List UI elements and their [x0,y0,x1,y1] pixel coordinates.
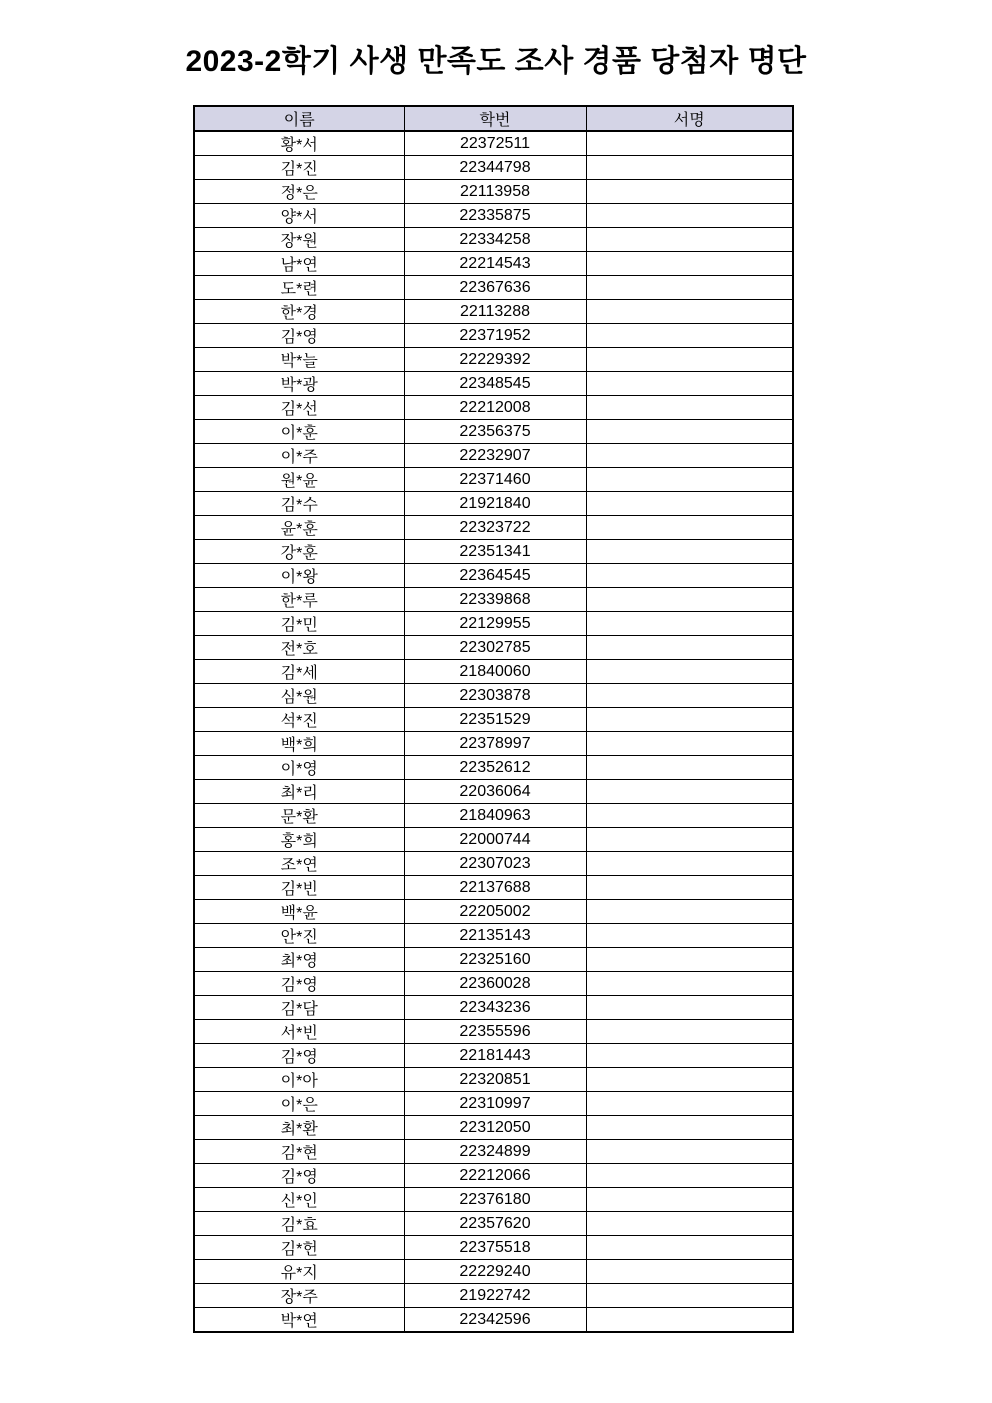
signature-cell [586,876,793,900]
table-row [194,876,793,900]
signature-cell [586,684,793,708]
signature-cell [586,300,793,324]
table-body [194,131,793,1332]
signature-cell [586,1212,793,1236]
signature-cell [586,131,793,156]
table-row [194,1284,793,1308]
student-id-cell: 22214543 [404,252,586,276]
table-row [194,1068,793,1092]
signature-cell [586,252,793,276]
signature-cell [586,780,793,804]
student-id-cell: 22320851 [404,1068,586,1092]
name-cell: 남*연 [194,252,404,276]
table-row [194,252,793,276]
table-row [194,996,793,1020]
student-id-cell: 21840060 [404,660,586,684]
name-cell: 최*리 [194,780,404,804]
student-id-cell: 22229240 [404,1260,586,1284]
student-id-cell: 21840963 [404,804,586,828]
student-id-cell: 22129955 [404,612,586,636]
table-row [194,516,793,540]
student-id-cell: 22135143 [404,924,586,948]
table-row [194,420,793,444]
table-row [194,1308,793,1333]
student-id-cell: 22307023 [404,852,586,876]
name-cell: 이*왕 [194,564,404,588]
name-cell: 이*아 [194,1068,404,1092]
table-row [194,1212,793,1236]
table-row [194,324,793,348]
name-cell: 김*선 [194,396,404,420]
name-cell: 도*련 [194,276,404,300]
table-row [194,131,793,156]
student-id-cell: 22324899 [404,1140,586,1164]
student-id-cell: 22113958 [404,180,586,204]
table-row [194,1092,793,1116]
signature-cell [586,1308,793,1333]
student-id-cell: 22212066 [404,1164,586,1188]
table-row [194,1044,793,1068]
student-id-cell: 21922742 [404,1284,586,1308]
student-id-cell: 22371460 [404,468,586,492]
student-id-cell: 22355596 [404,1020,586,1044]
table-row [194,492,793,516]
signature-cell [586,636,793,660]
signature-cell [586,1188,793,1212]
signature-cell [586,948,793,972]
student-id-cell: 22229392 [404,348,586,372]
table-row [194,708,793,732]
signature-cell [586,1260,793,1284]
signature-cell [586,564,793,588]
column-header-name: 이름 [194,106,404,131]
student-id-cell: 22302785 [404,636,586,660]
table-row [194,588,793,612]
student-id-cell: 22212008 [404,396,586,420]
signature-cell [586,1068,793,1092]
signature-cell [586,204,793,228]
student-id-cell: 22334258 [404,228,586,252]
student-id-cell: 22360028 [404,972,586,996]
table-row [194,660,793,684]
signature-cell [586,540,793,564]
student-id-cell: 22205002 [404,900,586,924]
table-row [194,1188,793,1212]
table-row [194,1236,793,1260]
name-cell: 김*영 [194,972,404,996]
name-cell: 김*진 [194,156,404,180]
signature-cell [586,396,793,420]
student-id-cell: 22375518 [404,1236,586,1260]
table-row [194,1140,793,1164]
name-cell: 김*영 [194,324,404,348]
signature-cell [586,804,793,828]
student-id-cell: 22351529 [404,708,586,732]
student-id-cell: 22303878 [404,684,586,708]
signature-cell [586,1284,793,1308]
signature-cell [586,1236,793,1260]
signature-cell [586,1164,793,1188]
student-id-cell: 22372511 [404,131,586,156]
name-cell: 조*연 [194,852,404,876]
table-row [194,804,793,828]
signature-cell [586,372,793,396]
name-cell: 최*환 [194,1116,404,1140]
student-id-cell: 21921840 [404,492,586,516]
student-id-cell: 22351341 [404,540,586,564]
column-header-signature: 서명 [586,106,793,131]
name-cell: 박*광 [194,372,404,396]
page-title: 2023-2학기 사생 만족도 조사 경품 당첨자 명단 [185,45,807,78]
name-cell: 김*영 [194,1164,404,1188]
signature-cell [586,900,793,924]
table-row [194,276,793,300]
name-cell: 김*담 [194,996,404,1020]
signature-cell [586,276,793,300]
name-cell: 최*영 [194,948,404,972]
signature-cell [586,1092,793,1116]
signature-cell [586,492,793,516]
name-cell: 전*호 [194,636,404,660]
table-row [194,684,793,708]
signature-cell [586,468,793,492]
name-cell: 김*영 [194,1044,404,1068]
student-id-cell: 22310997 [404,1092,586,1116]
student-id-cell: 22000744 [404,828,586,852]
student-id-cell: 22343236 [404,996,586,1020]
signature-cell [586,588,793,612]
table-row [194,780,793,804]
name-cell: 신*인 [194,1188,404,1212]
name-cell: 원*윤 [194,468,404,492]
signature-cell [586,516,793,540]
name-cell: 강*훈 [194,540,404,564]
name-cell: 김*현 [194,1140,404,1164]
signature-cell [586,996,793,1020]
signature-cell [586,1116,793,1140]
name-cell: 백*희 [194,732,404,756]
table-row [194,948,793,972]
name-cell: 이*은 [194,1092,404,1116]
student-id-cell: 22339868 [404,588,586,612]
signature-cell [586,324,793,348]
name-cell: 백*윤 [194,900,404,924]
table-row [194,372,793,396]
table-row [194,612,793,636]
signature-cell [586,732,793,756]
student-id-cell: 22378997 [404,732,586,756]
student-id-cell: 22335875 [404,204,586,228]
name-cell: 홍*희 [194,828,404,852]
student-id-cell: 22137688 [404,876,586,900]
student-id-cell: 22325160 [404,948,586,972]
table-row [194,1116,793,1140]
signature-cell [586,852,793,876]
table-row [194,900,793,924]
table-row [194,828,793,852]
name-cell: 윤*훈 [194,516,404,540]
table-row [194,540,793,564]
name-cell: 김*빈 [194,876,404,900]
winners-table [193,105,794,1333]
student-id-cell: 22356375 [404,420,586,444]
signature-cell [586,348,793,372]
signature-cell [586,924,793,948]
table-row [194,180,793,204]
signature-cell [586,612,793,636]
name-cell: 한*루 [194,588,404,612]
name-cell: 이*훈 [194,420,404,444]
student-id-cell: 22232907 [404,444,586,468]
student-id-cell: 22364545 [404,564,586,588]
name-cell: 심*원 [194,684,404,708]
student-id-cell: 22352612 [404,756,586,780]
student-id-cell: 22344798 [404,156,586,180]
name-cell: 안*진 [194,924,404,948]
signature-cell [586,972,793,996]
student-id-cell: 22113288 [404,300,586,324]
name-cell: 김*효 [194,1212,404,1236]
signature-cell [586,708,793,732]
student-id-cell: 22312050 [404,1116,586,1140]
name-cell: 박*늘 [194,348,404,372]
header-row [194,106,793,131]
table-row [194,228,793,252]
name-cell: 문*환 [194,804,404,828]
table-row [194,852,793,876]
name-cell: 한*경 [194,300,404,324]
table-row [194,1164,793,1188]
signature-cell [586,1140,793,1164]
student-id-cell: 22367636 [404,276,586,300]
student-id-cell: 22357620 [404,1212,586,1236]
table-row [194,156,793,180]
signature-cell [586,756,793,780]
column-header-student-id: 학번 [404,106,586,131]
table-row [194,756,793,780]
student-id-cell: 22181443 [404,1044,586,1068]
table-row [194,1260,793,1284]
name-cell: 김*수 [194,492,404,516]
signature-cell [586,420,793,444]
table-row [194,564,793,588]
table-row [194,924,793,948]
student-id-cell: 22348545 [404,372,586,396]
name-cell: 정*은 [194,180,404,204]
signature-cell [586,1020,793,1044]
signature-cell [586,828,793,852]
table-row [194,396,793,420]
student-id-cell: 22323722 [404,516,586,540]
table-row [194,1020,793,1044]
signature-cell [586,156,793,180]
table-row [194,468,793,492]
signature-cell [586,660,793,684]
name-cell: 장*원 [194,228,404,252]
name-cell: 서*빈 [194,1020,404,1044]
name-cell: 장*주 [194,1284,404,1308]
table-row [194,300,793,324]
table-row [194,204,793,228]
signature-cell [586,180,793,204]
name-cell: 석*진 [194,708,404,732]
signature-cell [586,228,793,252]
name-cell: 박*연 [194,1308,404,1333]
student-id-cell: 22342596 [404,1308,586,1333]
student-id-cell: 22376180 [404,1188,586,1212]
table-row [194,636,793,660]
name-cell: 이*주 [194,444,404,468]
name-cell: 김*세 [194,660,404,684]
name-cell: 황*서 [194,131,404,156]
name-cell: 이*영 [194,756,404,780]
name-cell: 김*헌 [194,1236,404,1260]
student-id-cell: 22036064 [404,780,586,804]
name-cell: 양*서 [194,204,404,228]
name-cell: 유*지 [194,1260,404,1284]
table-row [194,732,793,756]
table-row [194,348,793,372]
signature-cell [586,1044,793,1068]
table-row [194,444,793,468]
table-row [194,972,793,996]
name-cell: 김*민 [194,612,404,636]
signature-cell [586,444,793,468]
student-id-cell: 22371952 [404,324,586,348]
